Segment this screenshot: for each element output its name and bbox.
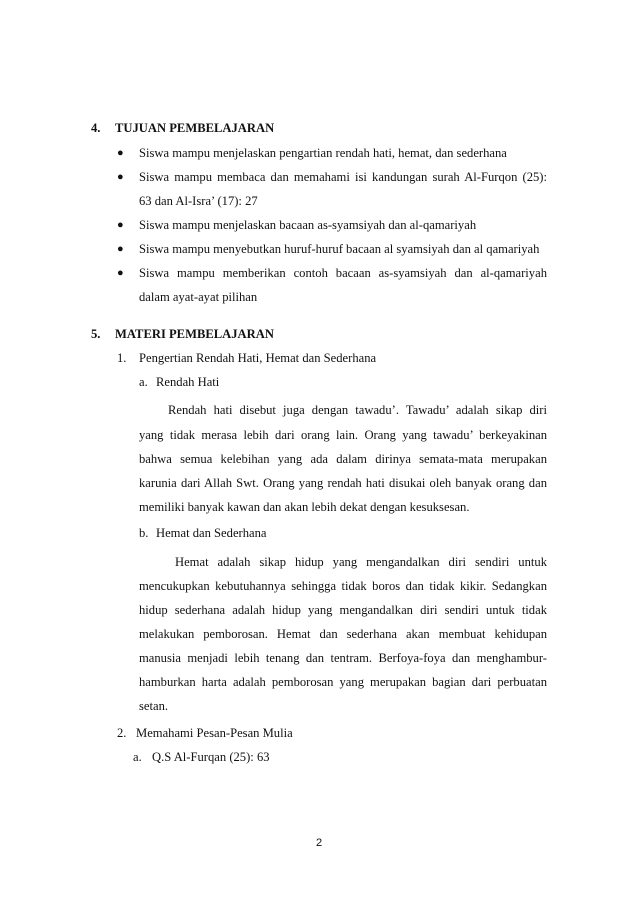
item-2-title: Memahami Pesan-Pesan Mulia [136,726,293,740]
rendah-hati-line-3: bahwa semua kelebihan yang ada dalam dirinya semata-mata merupakan [139,452,547,466]
objective-5-line-1: Siswa mampu memberikan contoh bacaan as-syamsiyah dan al-qamariyah [139,266,547,280]
item-2-sub-a-title: Q.S Al-Furqan (25): 63 [152,750,270,764]
hemat-line-3: hidup sederhana adalah hidup yang mengandalkan diri sendiri untuk tidak [139,603,547,617]
objective-2-line-2: 63 dan Al-Isra’ (17): 27 [139,194,258,208]
item-1-number: 1. [117,351,127,365]
section-5-heading: MATERI PEMBELAJARAN [115,327,274,341]
rendah-hati-line-5: memiliki banyak kawan dan akan lebih dekat dengan kesuksesan. [139,500,470,514]
bullet-icon: ● [117,219,124,231]
section-5-number: 5. [91,327,101,341]
hemat-line-2: mencukupkan kebutuhannya sehingga tidak boros dan tidak kikir. Sedangkan [139,579,547,593]
bullet-icon: ● [117,267,124,279]
bullet-icon: ● [117,243,124,255]
objective-4: Siswa mampu menyebutkan huruf-huruf bacaan al syamsiyah dan al qamariyah [139,242,540,256]
item-1-title: Pengertian Rendah Hati, Hemat dan Sederhana [139,351,377,365]
sub-b-label: b. [139,526,149,540]
hemat-line-1: Hemat adalah sikap hidup yang mengandalkan diri sendiri untuk [175,555,547,569]
section-4-number: 4. [91,121,101,135]
rendah-hati-line-2: yang tidak merasa lebih dari orang lain. Orang yang tawadu’ berkeyakinan [139,428,547,442]
objective-1: Siswa mampu menjelaskan pengartian rendah hati, hemat, dan sederhana [139,146,507,160]
bullet-icon: ● [117,171,124,183]
section-4-heading: TUJUAN PEMBELAJARAN [115,121,275,135]
item-2-sub-a-label: a. [133,750,142,764]
sub-a-label: a. [139,375,148,389]
bullet-icon: ● [117,147,124,159]
objective-3: Siswa mampu menjelaskan bacaan as-syamsiyah dan al-qamariyah [139,218,477,232]
hemat-line-4: melakukan pemborosan. Hemat dan sederhana akan membuat kehidupan [139,627,547,641]
item-2-number: 2. [117,726,127,740]
hemat-line-6: hamburkan harta adalah pemborosan yang merupakan bagian dari perbuatan [139,675,547,689]
rendah-hati-line-4: karunia dari Allah Swt. Orang yang rendah hati disukai oleh banyak orang dan [139,476,547,490]
sub-a-title: Rendah Hati [156,375,220,389]
hemat-line-5: manusia menjadi lebih tenang dan tentram. Berfoya-foya dan menghambur- [139,651,547,665]
objective-5-line-2: dalam ayat-ayat pilihan [139,290,258,304]
rendah-hati-line-1: Rendah hati disebut juga dengan tawadu’. Tawadu’ adalah sikap diri [168,403,547,417]
sub-b-title: Hemat dan Sederhana [156,526,267,540]
objective-2-line-1: Siswa mampu membaca dan memahami isi kandungan surah Al-Furqon (25): [139,170,547,184]
hemat-line-7: setan. [139,699,169,713]
page-number: 2 [315,837,323,849]
